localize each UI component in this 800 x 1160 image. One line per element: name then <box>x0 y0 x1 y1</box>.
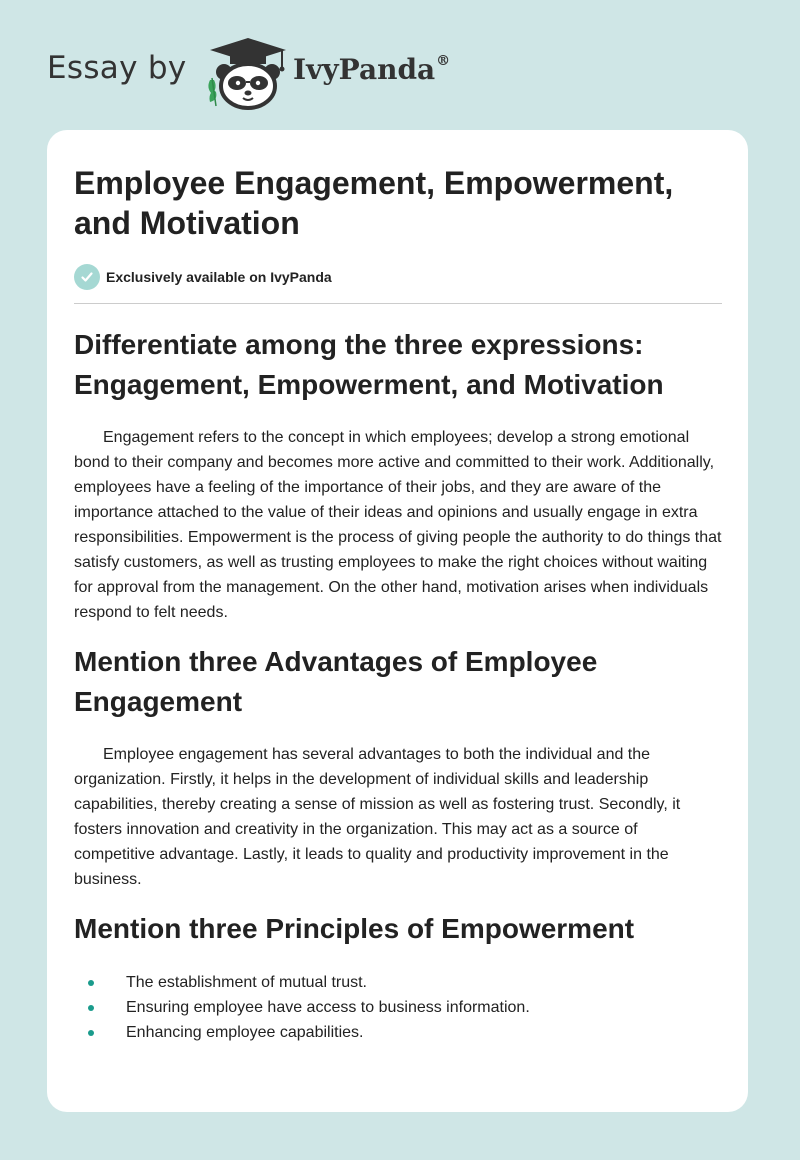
bullet-dot-icon <box>88 1005 94 1011</box>
site-header <box>0 0 800 130</box>
bullet-dot-icon <box>88 980 94 986</box>
panda-graduate-icon <box>200 34 290 110</box>
section-heading-differentiate: Differentiate among the three expressions: Engagement, Empowerment, and Motivation <box>74 329 664 400</box>
page-title: Employee Engagement, Empowerment, and Motivation <box>74 165 674 241</box>
principles-list <box>74 970 722 1045</box>
divider <box>74 303 722 304</box>
list-item-text: The establishment of mutual trust. <box>126 974 367 991</box>
list-item-text: Ensuring employee have access to business information. <box>126 999 530 1016</box>
list-item-text: Enhancing employee capabilities. <box>126 1024 364 1041</box>
list-item <box>74 1020 722 1045</box>
section-body-advantages: Employee engagement has several advantages to both the individual and the organization. Firstly, it helps in the development of individual skills and leadership capabilities, thereby creating a sense of mission as well as fostering trust. Secondly, it fosters innovation and creativity in the organization. This may act as a source of competitive advantage. Lastly, it leads to quality and productivity improvement in the business. <box>74 746 681 888</box>
exclusive-badge-label: Exclusively available on IvyPanda <box>106 269 332 285</box>
list-item <box>74 995 722 1020</box>
section-heading-advantages: Mention three Advantages of Employee Engagement <box>74 646 598 717</box>
registered-mark: ® <box>436 53 451 69</box>
brand-name[interactable]: IvyPanda® <box>293 53 451 86</box>
essay-card <box>47 130 748 1112</box>
bullet-dot-icon <box>88 1030 94 1036</box>
essay-by-label: Essay by <box>47 50 187 86</box>
list-item <box>74 970 722 995</box>
section-heading-principles: Mention three Principles of Empowerment <box>74 913 635 944</box>
exclusive-badge <box>74 264 332 290</box>
section-body-differentiate: Engagement refers to the concept in which employees; develop a strong emotional bond to their company and becomes more active and committed to their work. Additionally, employees have a feeling of the importance of their jobs, and they are aware of the importance attached to the value of their ideas and opinions and usually engage in extra responsibilities. Empowerment is the process of giving people the authority to do things that satisfy customers, as well as trusting employees to make the right choices without waiting for approval from the management. On the other hand, motivation arises when individuals respond to felt needs. <box>74 429 722 621</box>
checkmark-icon <box>74 264 100 290</box>
